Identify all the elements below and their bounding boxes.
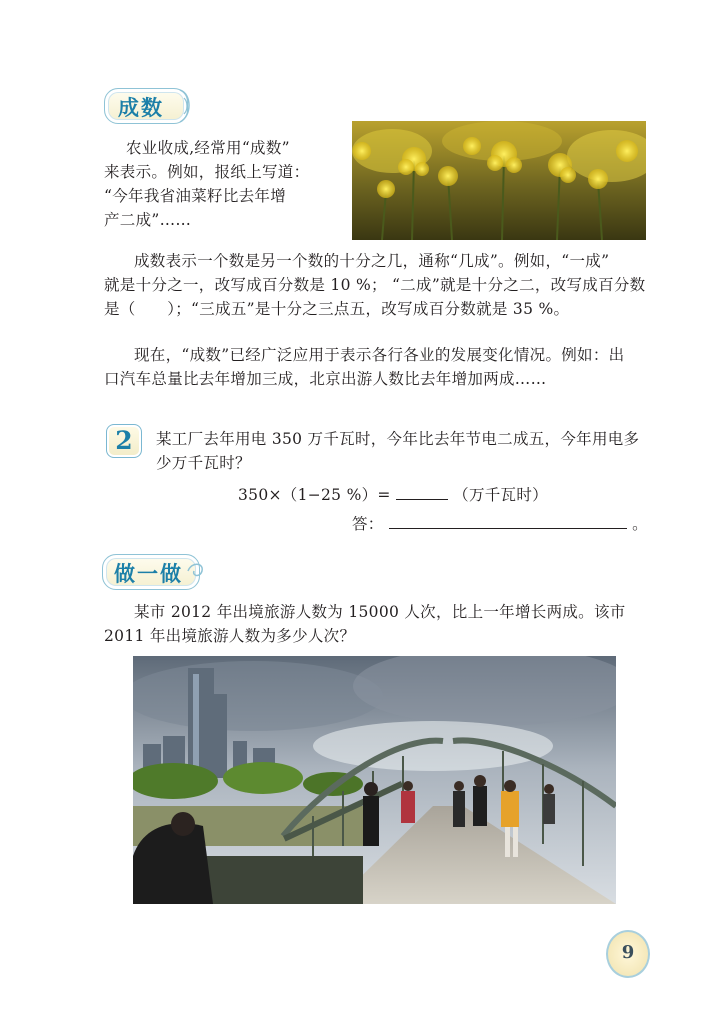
paragraph-line: 是（ ）；“三成五”是十分之三点五，改写成百分数就是 35 %。 bbox=[104, 300, 570, 318]
curl-ornament-icon bbox=[172, 86, 198, 126]
section-title-zuoyizuo: 做一做 bbox=[114, 562, 183, 586]
curl-ornament-icon bbox=[186, 558, 206, 584]
problem-equation bbox=[238, 483, 548, 507]
problem-text bbox=[156, 427, 656, 475]
chengshu-usage-paragraph bbox=[104, 343, 664, 391]
paragraph-line: 现在，“成数”已经广泛应用于表示各行各业的发展变化情况。例如：出 bbox=[134, 346, 625, 364]
intro-line: “今年我省油菜籽比去年增 bbox=[104, 187, 287, 205]
problem-number-badge bbox=[106, 424, 142, 458]
exercise-text bbox=[104, 600, 664, 648]
exercise-line: 某市 2012 年出境旅游人数为 15000 人次，比上一年增长两成。该市 bbox=[134, 603, 626, 621]
equation-unit: （万千瓦时） bbox=[453, 486, 548, 504]
answer-line bbox=[352, 512, 648, 536]
equation-text: 350×（1−25 %）= bbox=[238, 486, 391, 504]
section-title-chengshu: 成数 bbox=[118, 96, 164, 120]
problem-number: 2 bbox=[115, 426, 133, 455]
answer-blank[interactable] bbox=[389, 512, 627, 529]
rapeseed-flower-photo bbox=[352, 121, 646, 240]
problem-line: 少万千瓦时？ bbox=[156, 454, 251, 472]
page-number: 9 bbox=[621, 942, 635, 963]
intro-line: 来表示。例如，报纸上写道： bbox=[104, 163, 310, 181]
chengshu-definition-paragraph bbox=[104, 249, 664, 321]
page-number-badge bbox=[606, 930, 650, 978]
equation-answer-blank[interactable] bbox=[396, 483, 448, 500]
intro-text bbox=[104, 136, 334, 232]
paragraph-line: 成数表示一个数是另一个数的十分之几，通称“几成”。例如，“一成” bbox=[134, 252, 610, 270]
problem-line: 某工厂去年用电 350 万千瓦时，今年比去年节电二成五，今年用电多 bbox=[156, 430, 640, 448]
intro-line: 产二成”…… bbox=[104, 211, 192, 229]
paragraph-line: 口汽车总量比去年增加三成，北京出游人数比去年增加两成…… bbox=[104, 370, 547, 388]
paragraph-line: 就是十分之一，改写成百分数是 10 %； “二成”就是十分之二，改写成百分数 bbox=[104, 276, 646, 294]
intro-line: 农业收成,经常用“成数” bbox=[126, 139, 290, 157]
answer-end: 。 bbox=[632, 515, 648, 533]
answer-label: 答： bbox=[352, 515, 384, 533]
city-bridge-photo bbox=[133, 656, 616, 904]
exercise-line: 2011 年出境旅游人数为多少人次？ bbox=[104, 627, 356, 645]
